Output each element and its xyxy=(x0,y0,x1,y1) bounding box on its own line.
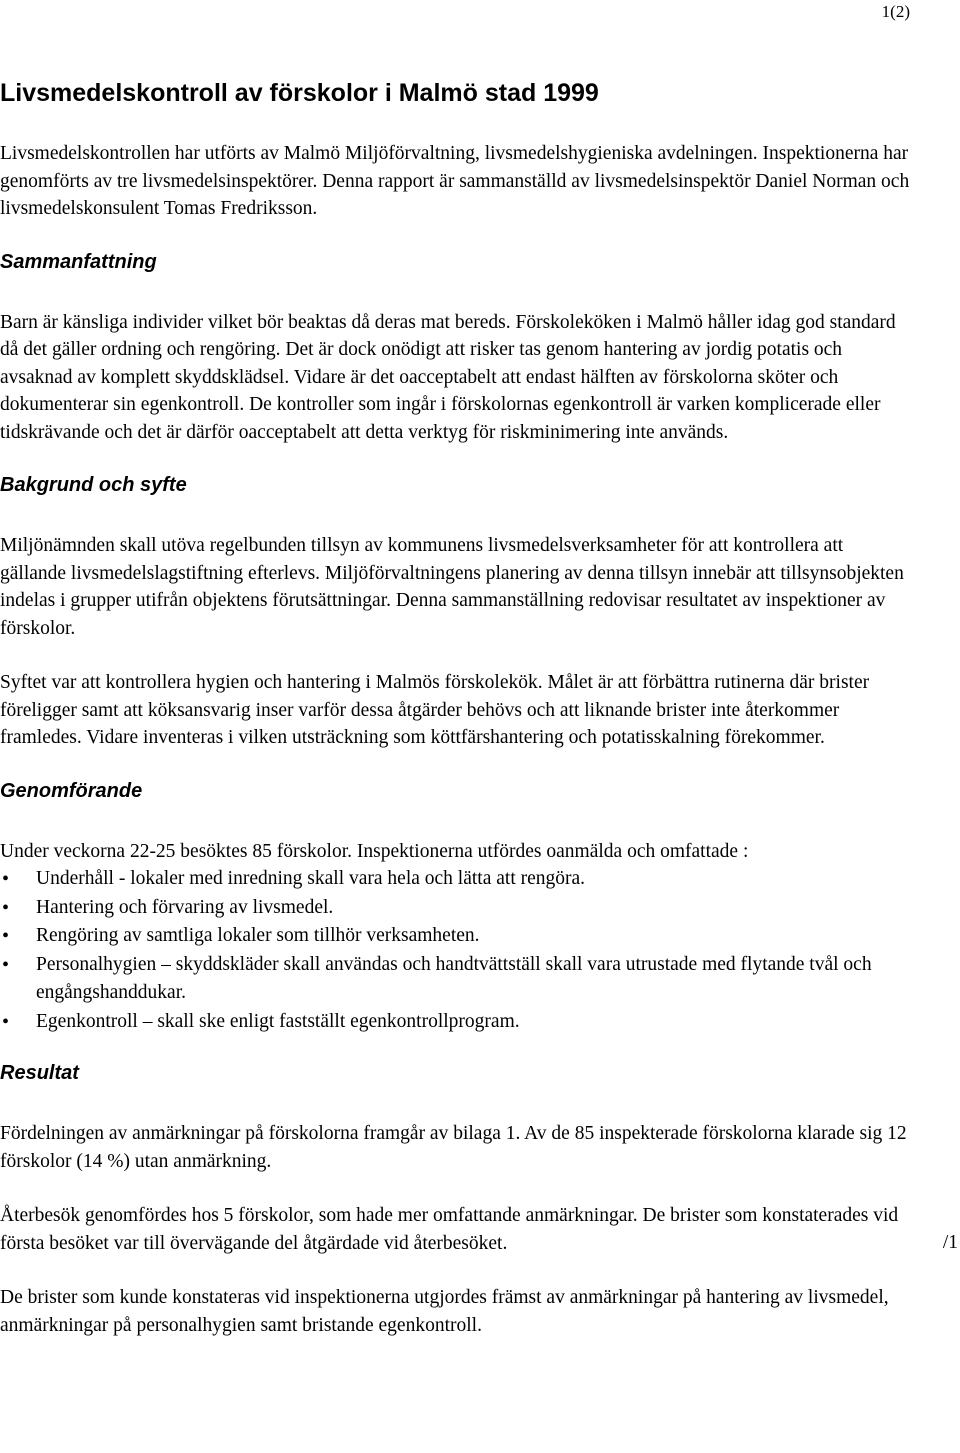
list-item-text: Underhåll - lokaler med inredning skall vara hela och lätta att rengöra. xyxy=(36,868,586,889)
bullet-icon: • xyxy=(2,1010,10,1033)
bakgrund-paragraph-2: Syftet var att kontrollera hygien och hantering i Malmös förskolekök. Målet är att förbättra rutinerna där brister föreligger samt att köksansvarig inser varför dessa åtgärder behövs och att liknande brister inte återkommer framledes. Vidare inventeras i vilken utsträckning som köttfärshantering och potatisskalning förekommer. xyxy=(0,672,870,748)
list-item-text: Rengöring av samtliga lokaler som tillhör verksamheten. xyxy=(36,925,480,946)
list-item-text: Egenkontroll – skall ske enligt fastställt egenkontrollprogram. xyxy=(36,1010,520,1032)
margin-note: /1 xyxy=(942,1232,958,1253)
heading-bakgrund: Bakgrund och syfte xyxy=(0,474,187,496)
list-item-text: Personalhygien – skyddskläder skall användas och handtvättställ skall vara utrustade med flytande tvål och engångshanddukar. xyxy=(36,953,872,1003)
genomforande-paragraph: Under veckorna 22-25 besöktes 85 förskolor. Inspektionerna utfördes oanmälda och omfattade : xyxy=(0,840,749,862)
document-body xyxy=(0,78,910,1366)
inspection-list xyxy=(0,865,910,1036)
document-title: Livsmedelskontroll av förskolor i Malmö stad 1999 xyxy=(0,79,599,107)
resultat-paragraph-1: Fördelningen av anmärkningar på förskolorna framgår av bilaga 1. Av de 85 inspekterade förskolorna klarade sig 12 förskolor (14 %) utan anmärkning. xyxy=(0,1123,907,1172)
list-item xyxy=(0,922,910,951)
bakgrund-paragraph-1: Miljönämnden skall utöva regelbunden tillsyn av kommunens livsmedelsverksamheter för att kontrollera att gällande livsmedelslagstiftning efterlevs. Miljöförvaltningens planering av denna tillsyn innebär att tillsynsobjekten indelas i grupper utifrån objektens förutsättningar. Denna sammanställning redovisar resultatet av inspektioner av förskolor. xyxy=(0,535,904,639)
bullet-icon: • xyxy=(2,868,10,890)
list-item xyxy=(0,1008,910,1037)
resultat-paragraph-3: De brister som kunde konstateras vid inspektionerna utgjordes främst av anmärkningar på hantering av livsmedel, anmärkningar på personalhygien samt bristande egenkontroll. xyxy=(0,1287,889,1336)
page-number: 1(2) xyxy=(881,2,910,21)
sammanfattning-paragraph: Barn är känsliga individer vilket bör beaktas då deras mat bereds. Förskoleköken i Malmö håller idag god standard då det gäller ordning och rengöring. Det är dock onödigt att risker tas genom hantering av jordig potatis och avsaknad av komplett skyddsklädsel. Vidare är det oacceptabelt att endast hälften av förskolorna sköter och dokumenterar sin egenkontroll. De kontroller som ingår i förskolornas egenkontroll är varken komplicerade eller tidskrävande och det är därför oacceptabelt att detta verktyg för riskminimering inte används. xyxy=(0,311,896,443)
list-item-text: Hantering och förvaring av livsmedel. xyxy=(36,896,334,918)
intro-paragraph: Livsmedelskontrollen har utförts av Malmö Miljöförvaltning, livsmedelshygieniska avdelningen. Inspektionerna har genomförts av tre livsmedelsinspektörer. Denna rapport är sammanställd av livsmedelsinspektör Daniel Norman och livsmedelskonsulent Tomas Fredriksson. xyxy=(0,143,910,219)
heading-sammanfattning: Sammanfattning xyxy=(0,250,157,273)
bullet-icon: • xyxy=(2,925,10,947)
list-item xyxy=(0,951,910,1008)
bullet-icon: • xyxy=(2,953,10,976)
list-item xyxy=(0,894,910,923)
bullet-icon: • xyxy=(2,896,10,919)
list-item xyxy=(0,865,910,894)
heading-resultat: Resultat xyxy=(0,1062,79,1084)
heading-genomforande: Genomförande xyxy=(0,779,143,802)
resultat-paragraph-2: Återbesök genomfördes hos 5 förskolor, som hade mer omfattande anmärkningar. De brister som konstaterades vid första besöket var till övervägande del åtgärdade vid återbesöket. xyxy=(0,1205,899,1254)
